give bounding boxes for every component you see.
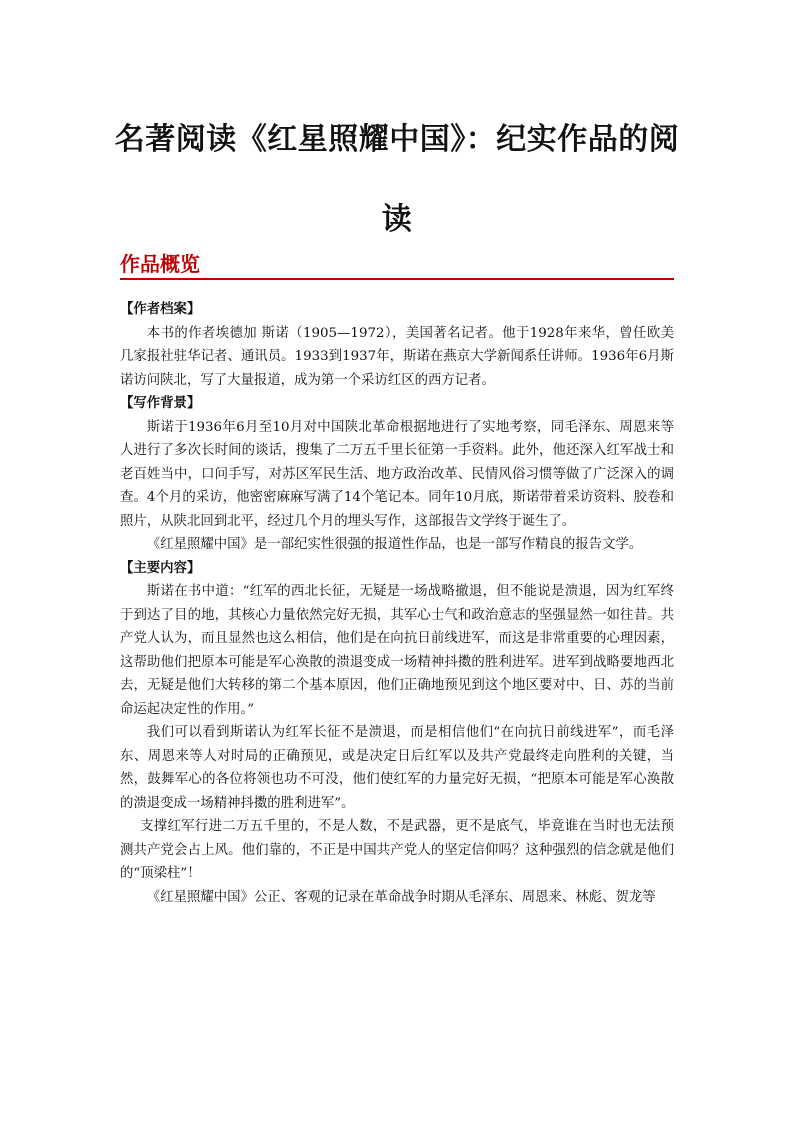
content-paragraph: 我们可以看到斯诺认为红军长征不是溃退，而是相信他们“在向抗日前线进军”，而毛泽东、周恩来等人对时局的正确预见，或是决定日后红军以及共产党最终走向胜利的关键，当然，鼓舞军心的各位将领也功不可没，他们使红军的力量完好无损，“把原本可能是军心涣散的溃退变成一场精神抖擞的胜利进军”。 [120,725,674,811]
background-paragraph: 斯诺于1936年6月至10月对中国陕北革命根据地进行了实地考察，同毛泽东、周恩来等人进行了多次长时间的谈话，搜集了二万五千里长征第一手资料。此外，他还深入红军战士和老百姓当中，口问手写，对苏区军民生活、地方政治改革、民情风俗习惯等做了广泛深入的调查。4个月的采访，他密密麻麻写满了14个笔记本。同年10月底，斯诺带着采访资料、胶卷和照片，从陕北回到北平，经过几个月的埋头写作，这部报告文学终于诞生了。 [120,419,674,529]
background-heading: 【写作背景】 [120,396,201,411]
document-body [120,298,674,909]
document-title: 名著阅读《红星照耀中国》：纪实作品的阅读 [114,122,680,237]
content-heading: 【主要内容】 [120,560,201,576]
content-paragraph: 支撑红军行进二万五千里的，不是人数，不是武器，更不是底气，毕竟谁在当时也无法预测共产党会占上风。他们靠的，不正是中国共产党人的坚定信仰吗？这种强烈的信念就是他们的“顶梁柱”！ [120,819,674,881]
background-paragraph: 《红星照耀中国》是一部纪实性很强的报道性作品，也是一部写作精良的报告文学。 [146,537,643,552]
content-paragraph: 斯诺在书中道：“红军的西北长征，无疑是一场战略撤退，但不能说是溃退，因为红军终于到达了目的地，其核心力量依然完好无损，其军心士气和政治意志的坚强显然一如往昔。共产党人认为，而且显然也这么相信，他们是在向抗日前线进军，而这是非常重要的心理因素，这帮助他们把原本可能是军心涣散的溃退变成一场精神抖擞的胜利进军。进军到战略要地西北去，无疑是他们大转移的第二个基本原因，他们正确地预见到这个地区要对中、日、苏的当前命运起决定性的作用。” [120,584,674,717]
author-paragraph: 本书的作者埃德加 斯诺（1905—1972），美国著名记者。他于1928年来华，曾任欧美几家报社驻华记者、通讯员。1933到1937年，斯诺在燕京大学新闻系任讲师。1936年6月斯诺访问陕北，写了大量报道，成为第一个采访红区的西方记者。 [120,325,674,388]
section-heading: 作品概览 [120,252,200,276]
section-divider [120,278,674,280]
content-paragraph: 《红星照耀中国》公正、客观的记录在革命战争时期从毛泽东、周恩来、林彪、贺龙等 [146,889,656,905]
author-heading: 【作者档案】 [120,302,201,317]
